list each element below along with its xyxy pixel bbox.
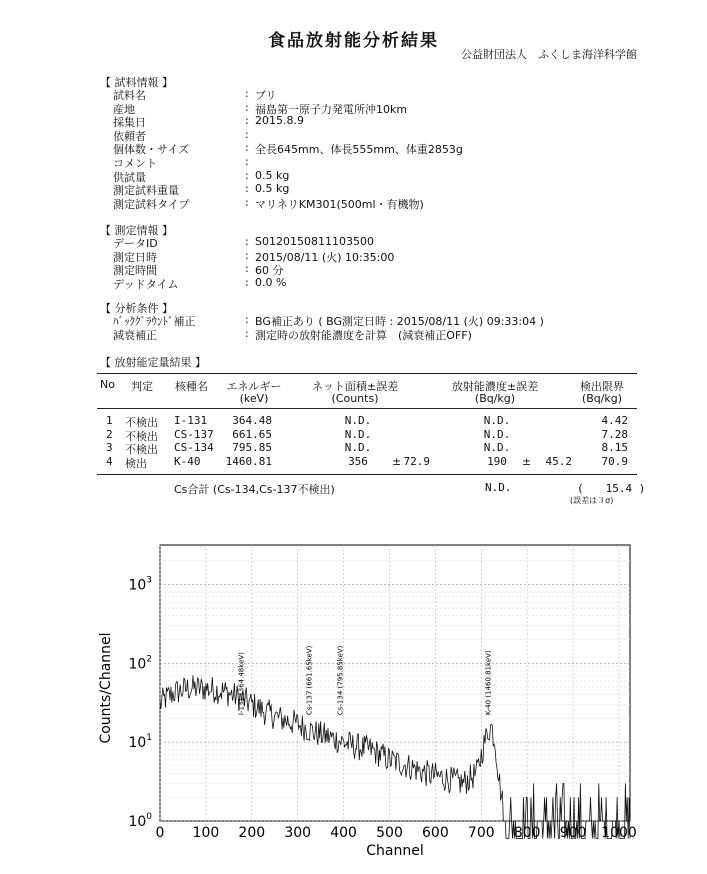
field-label: 測定時間 [113, 264, 157, 278]
measurement-info-heading: 【 測定情報 】 [100, 224, 173, 237]
y-axis-label: Counts/Channel [98, 632, 114, 744]
cell-nuclide: CS-137 [174, 427, 214, 441]
col-judgement: 判定 [131, 380, 153, 393]
field-colon: : [245, 195, 249, 209]
cell-judgement: 不検出 [125, 416, 158, 429]
field-colon: : [245, 262, 249, 276]
field-value: 0.0 % [255, 275, 287, 289]
results-heading: 【 放射能定量結果 】 [100, 356, 206, 369]
col-net-area: ネット面積±誤差 [311, 380, 399, 393]
field-label: 供試量 [113, 170, 146, 184]
pm-symbol: ± [392, 454, 402, 468]
y-tick-exponent: 2 [146, 654, 152, 665]
x-axis-label: Channel [366, 843, 424, 859]
analysis-conditions-heading: 【 分析条件 】 [100, 302, 173, 315]
cell-energy: 795.85 [232, 441, 272, 454]
field-colon: : [245, 155, 249, 168]
field-label: コメント [113, 157, 157, 170]
cell-net-area: N.D. [344, 414, 372, 427]
x-tick-label: 300 [284, 825, 312, 841]
cell-net-area: 356 [348, 454, 368, 468]
x-tick-label: 800 [513, 825, 541, 841]
cell-nuclide: CS-134 [174, 441, 214, 454]
y-tick-base: 10 [128, 577, 147, 594]
cell-nuclide: I-131 [174, 414, 208, 427]
field-value: 2015/08/11 (火) 10:35:00 [255, 250, 395, 264]
x-tick-label: 700 [467, 825, 495, 841]
field-label: 依頼者 [113, 129, 146, 143]
col-limit-unit: (Bq/kg) [581, 392, 623, 405]
y-tick-label [128, 812, 152, 830]
x-tick-labels [156, 825, 637, 841]
field-colon: : [245, 100, 249, 114]
x-tick-label: 200 [238, 825, 266, 841]
field-label: 測定試料タイプ [113, 197, 190, 211]
y-tick-labels [128, 575, 152, 830]
cell-limit: 4.42 [601, 414, 628, 427]
x-tick-label: 1000 [601, 825, 637, 841]
y-tick-base: 10 [128, 735, 147, 752]
x-tick-label: 400 [330, 825, 357, 841]
field-label: 測定日時 [113, 250, 157, 264]
field-colon: : [245, 235, 249, 248]
sample-info-heading: 【 試料情報 】 [100, 76, 173, 89]
field-colon: : [245, 87, 249, 100]
cell-activity: N.D. [483, 414, 511, 427]
y-tick-base: 10 [128, 656, 147, 673]
field-value: 測定時の放射能濃度を計算 (減衰補正OFF) [255, 328, 472, 342]
field-value: ブリ [255, 89, 277, 102]
col-activity: 放射能濃度±誤差 [451, 380, 539, 393]
cs-total-note: (誤差は３σ) [570, 496, 614, 505]
field-value: S0120150811103500 [255, 235, 374, 248]
field-label: ﾊﾞｯｸｸﾞﾗｳﾝﾄﾞ補正 [113, 315, 196, 328]
y-tick-label [128, 654, 152, 672]
y-tick-label [128, 733, 152, 751]
cell-judgement: 不検出 [125, 429, 158, 443]
field-label: デッドタイム [113, 277, 179, 291]
field-value: 全長645mm、体長555mm、体重2853g [255, 143, 463, 157]
field-label: 測定試料重量 [113, 184, 179, 198]
cell-activity-error: 45.2 [545, 454, 572, 468]
field-label: 産地 [113, 102, 135, 116]
y-tick-base: 10 [128, 814, 147, 830]
cell-limit: 8.15 [601, 441, 628, 454]
cell-no: 1 [106, 414, 113, 427]
peak-annotation: Cs-137 (661.65keV) [305, 645, 314, 716]
cell-energy: 661.65 [232, 427, 272, 441]
x-tick-label: 100 [192, 825, 220, 841]
cell-judgement: 検出 [125, 456, 147, 470]
field-colon: : [245, 168, 249, 182]
x-tick-label: 900 [559, 825, 587, 841]
x-tick-label: 500 [376, 825, 403, 841]
cell-limit: 70.9 [601, 454, 628, 468]
field-colon: : [245, 182, 249, 196]
page-title: 食品放射能分析結果 [268, 31, 439, 51]
peak-annotation: I-131 (364.48keV) [237, 652, 246, 716]
field-colon: : [245, 313, 249, 326]
cs-total-label: Cs合計 (Cs-134,Cs-137不検出) [174, 483, 335, 496]
cell-net-error: 72.9 [403, 454, 430, 468]
y-tick-label [128, 575, 152, 593]
col-no: No [100, 378, 115, 391]
cell-energy: 364.48 [232, 414, 272, 427]
cs-total-activity: N.D. [485, 481, 512, 494]
field-colon: : [245, 141, 249, 155]
pm-symbol: ± [522, 454, 532, 468]
cell-no: 2 [106, 427, 113, 441]
field-value: 60 分 [255, 264, 284, 278]
x-tick-label: 600 [422, 825, 449, 841]
cell-limit: 7.28 [601, 427, 628, 441]
field-label: 個体数・サイズ [113, 143, 190, 157]
col-energy-unit: (keV) [239, 392, 269, 405]
cell-net-area: N.D. [344, 441, 372, 454]
field-value: 0.5 kg [255, 168, 290, 182]
cell-no: 3 [106, 441, 113, 454]
cell-activity: N.D. [483, 427, 511, 441]
field-label: 採集日 [113, 116, 146, 130]
cell-no: 4 [106, 454, 113, 468]
cell-activity: N.D. [483, 441, 511, 454]
cell-nuclide: K-40 [174, 454, 201, 468]
cs-total-limit: ( 15.4 ) [577, 482, 646, 495]
y-tick-exponent: 3 [146, 575, 152, 586]
plot-frame [160, 545, 630, 821]
y-tick-exponent: 1 [146, 733, 152, 744]
cell-judgement: 不検出 [125, 443, 158, 456]
spectrum-line [160, 675, 630, 838]
field-colon: : [245, 275, 249, 289]
col-energy: エネルギー [226, 380, 282, 393]
field-label: データID [113, 237, 158, 250]
field-value: 0.5 kg [255, 182, 290, 196]
field-value: 福島第一原子力発電所沖10km [255, 102, 408, 116]
field-colon: : [245, 114, 249, 128]
field-colon: : [245, 127, 249, 141]
cell-activity: 190 [487, 454, 507, 468]
col-limit: 検出限界 [580, 380, 624, 393]
cell-energy: 1460.81 [225, 454, 272, 468]
y-tick-exponent: 0 [146, 812, 152, 822]
col-nuclide: 核種名 [175, 380, 208, 393]
plot-grid [160, 545, 630, 821]
organization-name: 公益財団法人 ふくしま海洋科学館 [461, 48, 637, 61]
peak-annotation: K-40 (1460.81keV) [484, 650, 493, 716]
x-tick-label: 0 [155, 825, 165, 841]
cell-net-area: N.D. [344, 427, 372, 441]
field-colon: : [245, 326, 249, 340]
field-colon: : [245, 248, 249, 262]
field-label: 試料名 [113, 89, 146, 102]
col-activity-unit: (Bq/kg) [474, 392, 516, 405]
field-value: マリネリKM301(500ml・有機物) [255, 197, 424, 211]
field-value: 2015.8.9 [255, 114, 304, 128]
peak-annotation: Cs-134 (795.85keV) [336, 645, 345, 716]
field-label: 減衰補正 [113, 328, 157, 342]
field-value: BG補正あり ( BG測定日時 : 2015/08/11 (火) 09:33:04 ) [255, 315, 544, 328]
col-net-area-unit: (Counts) [331, 392, 379, 405]
